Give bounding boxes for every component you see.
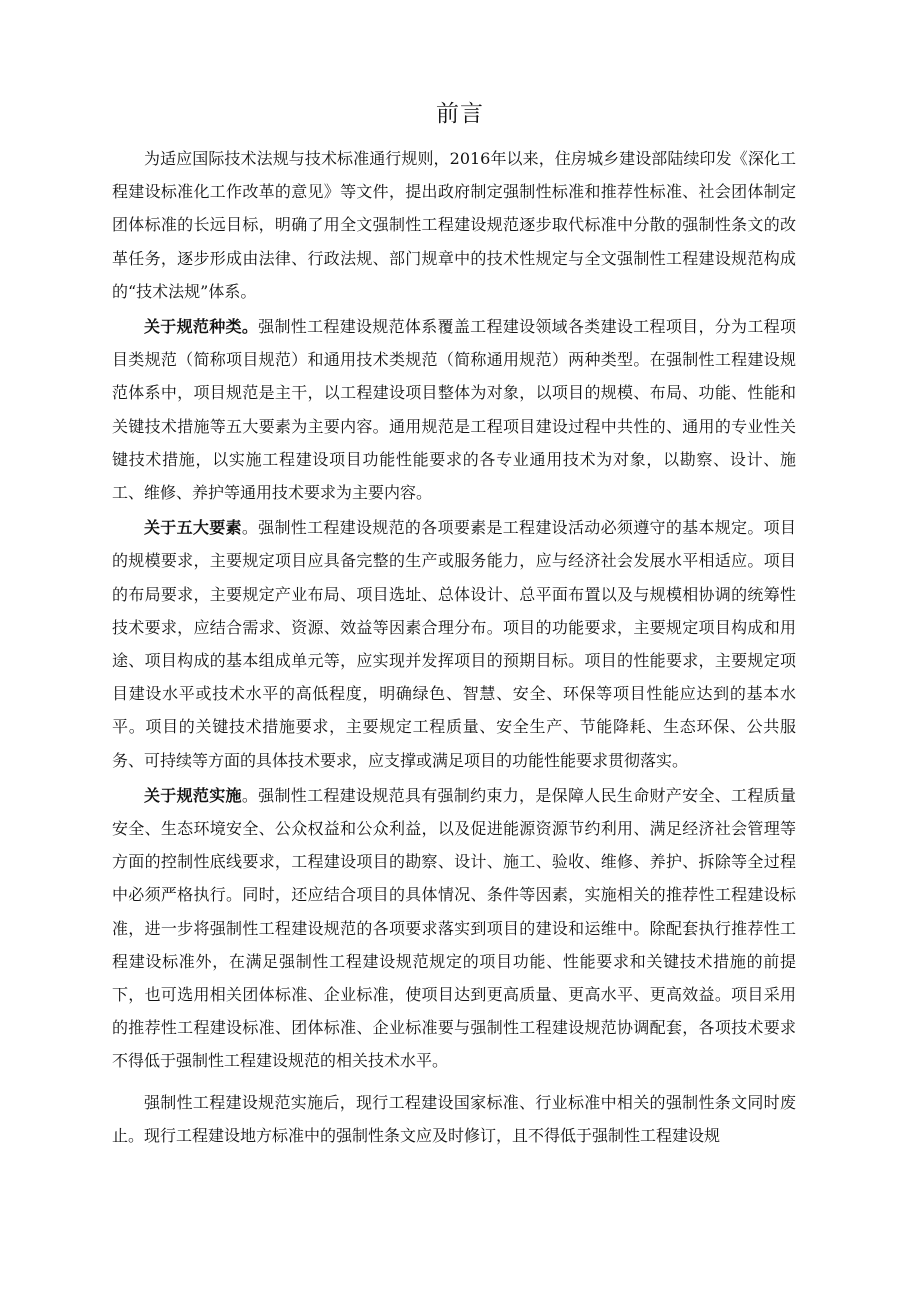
paragraph-text: 强制性工程建设规范体系覆盖工程建设领域各类建设工程项目，分为工程项目类规范（简称项目规范）和通用技术类规范（简称通用规范）两种类型。在强制性工程建设规范体系中，项目规范是主干，以工程建设项目整体为对象，以项目的规模、布局、功能、性能和关键技术措施等五大要素为主要内容。通用规范是工程项目建设过程中共性的、通用的专业性关键技术措施，以实施工程建设项目功能性能要求的各专业通用技术为对象，以勘察、设计、施工、维修、养护等通用技术要求为主要内容。 <box>112 317 796 503</box>
paragraph-intro <box>112 142 796 308</box>
paragraph-abolition <box>112 1086 796 1152</box>
document-body <box>112 142 796 1152</box>
paragraph-spec-types <box>112 310 796 509</box>
paragraph-lead: 关于规范种类。 <box>144 317 259 337</box>
paragraph-text: 强制性工程建设规范实施后，现行工程建设国家标准、行业标准中相关的强制性条文同时废止。现行工程建设地方标准中的强制性条文应及时修订，且不得低于强制性工程建设规 <box>112 1092 796 1145</box>
paragraph-text: 。强制性工程建设规范的各项要素是工程建设活动必须遵守的基本规定。项目的规模要求，主要规定项目应具备完整的生产或服务能力，应与经济社会发展水平相适应。项目的布局要求，主要规定产业布局、项目选址、总体设计、总平面布置以及与规模相协调的统筹性技术要求，应结合需求、资源、效益等因素合理分布。项目的功能要求，主要规定项目构成和用途、项目构成的基本组成单元等，应实现并发挥项目的预期目标。项目的性能要求，主要规定项目建设水平或技术水平的高低程度，明确绿色、智慧、安全、环保等项目性能应达到的基本水平。项目的关键技术措施要求，主要规定工程质量、安全生产、节能降耗、生态环保、公共服务、可持续等方面的具体技术要求，应支撑或满足项目的功能性能要求贯彻落实。 <box>112 518 796 770</box>
paragraph-five-elements <box>112 511 796 777</box>
paragraph-implementation <box>112 779 796 1078</box>
paragraph-lead: 关于规范实施 <box>144 785 242 805</box>
page-title: 前言 <box>436 101 484 127</box>
paragraph-text: 。强制性工程建设规范具有强制约束力，是保障人民生命财产安全、工程质量安全、生态环境安全、公众权益和公众利益，以及促进能源资源节约利用、满足经济社会管理等方面的控制性底线要求，工程建设项目的勘察、设计、施工、验收、维修、养护、拆除等全过程中必须严格执行。同时，还应结合项目的具体情况、条件等因素，实施相关的推荐性工程建设标准，进一步将强制性工程建设规范的各项要求落实到项目的建设和运维中。除配套执行推荐性工程建设标准外，在满足强制性工程建设规范规定的项目功能、性能要求和关键技术措施的前提下，也可选用相关团体标准、企业标准，使项目达到更高质量、更高水平、更高效益。项目采用的推荐性工程建设标准、团体标准、企业标准要与强制性工程建设规范协调配套，各项技术要求不得低于强制性工程建设规范的相关技术水平。 <box>112 785 796 1071</box>
paragraph-text: 为适应国际技术法规与技术标准通行规则，2016年以来，住房城乡建设部陆续印发《深化工程建设标准化工作改革的意见》等文件，提出政府制定强制性标准和推荐性标准、社会团体制定团体标准的长远目标，明确了用全文强制性工程建设规范逐步取代标准中分散的强制性条文的改革任务，逐步形成由法律、行政法规、部门规章中的技术性规定与全文强制性工程建设规范构成的“技术法规”体系。 <box>112 149 796 301</box>
paragraph-lead: 关于五大要素 <box>144 518 242 538</box>
